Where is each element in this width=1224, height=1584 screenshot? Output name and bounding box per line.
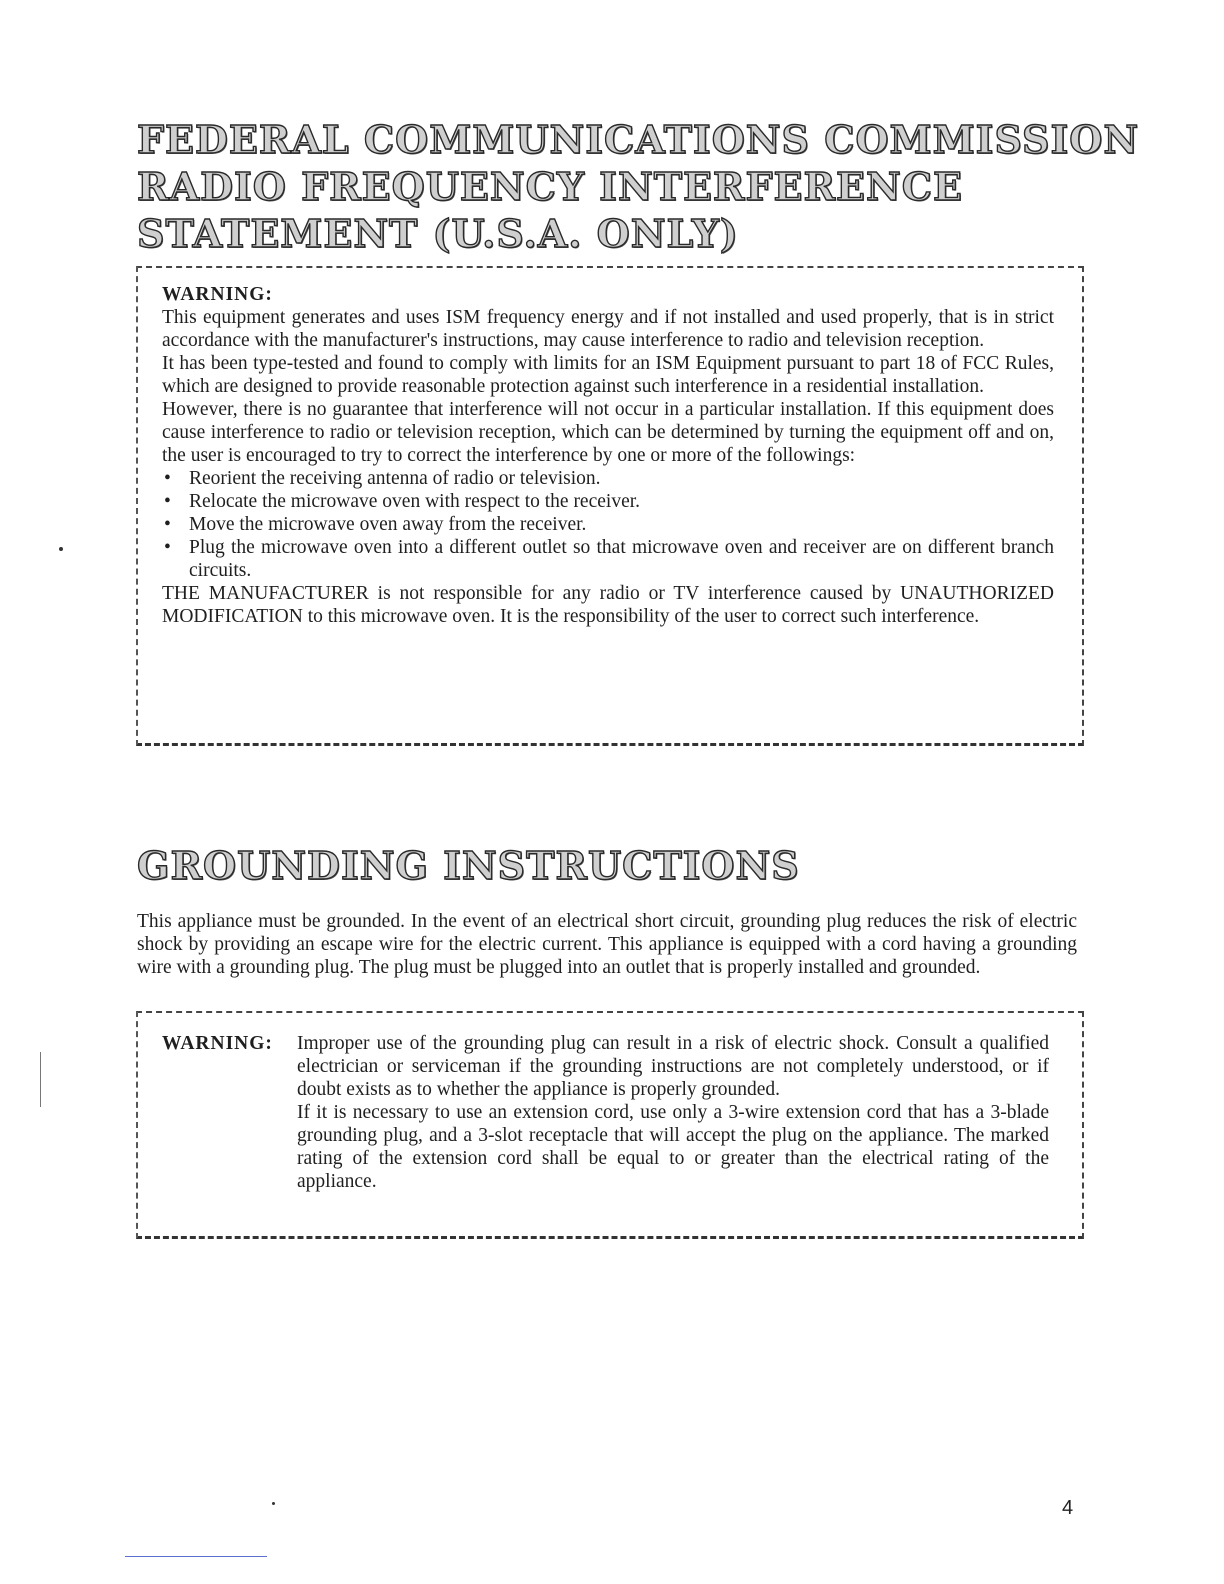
grounding-warning-paragraph-2: If it is necessary to use an extension cord, use only a 3-wire extension cord that has a 3-blade grounding plug, and a 3-slot receptacle that will accept the plug on the appliance. The marked rating of the extension cord shall be equal to or greater than the electrical rating of the appliance. bbox=[297, 1102, 1049, 1192]
scan-speck bbox=[40, 1052, 41, 1107]
fcc-heading-line-2: RADIO FREQUENCY INTERFERENCE bbox=[137, 164, 963, 209]
grounding-intro-paragraph: This appliance must be grounded. In the event of an electrical short circuit, grounding plug reduces the risk of electric shock by providing an escape wire for the electric current. This appliance is equipped with a cord having a grounding wire with a grounding plug. The plug must be plugged into an outlet that is properly installed and grounded. bbox=[137, 911, 1077, 978]
fcc-heading-line-1: FEDERAL COMMUNICATIONS COMMISSION bbox=[137, 117, 1140, 162]
fcc-heading-line-3: STATEMENT (U.S.A. ONLY) bbox=[137, 211, 739, 256]
fcc-bullet-item: • Move the microwave oven away from the receiver. bbox=[162, 513, 1054, 536]
fcc-bullet-item: • Reorient the receiving antenna of radio or television. bbox=[162, 467, 1054, 490]
fcc-bullet-item: • Plug the microwave oven into a different outlet so that microwave oven and receiver are on different branch circuits. bbox=[162, 536, 1054, 582]
fcc-bullet-item: • Relocate the microwave oven with respect to the receiver. bbox=[162, 490, 1054, 513]
fcc-warning-content bbox=[162, 283, 1054, 628]
scan-speck bbox=[59, 547, 63, 551]
page-number: 4 bbox=[1062, 1497, 1074, 1519]
grounding-warning-body bbox=[297, 1032, 1049, 1193]
fcc-bullet-list bbox=[162, 467, 1054, 582]
grounding-heading: GROUNDING INSTRUCTIONS bbox=[137, 843, 800, 888]
fcc-closing-paragraph: THE MANUFACTURER is not responsible for any radio or TV interference caused by UNAUTHORIZED MODIFICATION to this microwave oven. It is the responsibility of the user to correct such interference. bbox=[162, 583, 1054, 627]
scan-speck bbox=[272, 1502, 275, 1505]
fcc-paragraph-2: It has been type-tested and found to comply with limits for an ISM Equipment pursuant to part 18 of FCC Rules, which are designed to provide reasonable protection against such interference in a residential installation. bbox=[162, 353, 1054, 397]
fcc-warning-label: WARNING: bbox=[162, 284, 273, 305]
grounding-warning-label: WARNING: bbox=[162, 1033, 273, 1054]
fcc-paragraph-3: However, there is no guarantee that interference will not occur in a particular installation. If this equipment does cause interference to radio or television reception, which can be determined by turning the equipment off and on, the user is encouraged to try to correct the interference by one or more of the followings: bbox=[162, 399, 1054, 466]
grounding-warning-paragraph-1: Improper use of the grounding plug can result in a risk of electric shock. Consult a qualified electrician or serviceman if the grounding instructions are not completely understood, or if doubt exists as to whether the appliance is properly grounded. bbox=[297, 1033, 1049, 1100]
footer-rule bbox=[125, 1556, 267, 1557]
fcc-heading bbox=[137, 116, 1139, 257]
fcc-paragraph-1: This equipment generates and uses ISM frequency energy and if not installed and used properly, that is in strict accordance with the manufacturer's instructions, may cause interference to radio and television reception. bbox=[162, 307, 1054, 351]
